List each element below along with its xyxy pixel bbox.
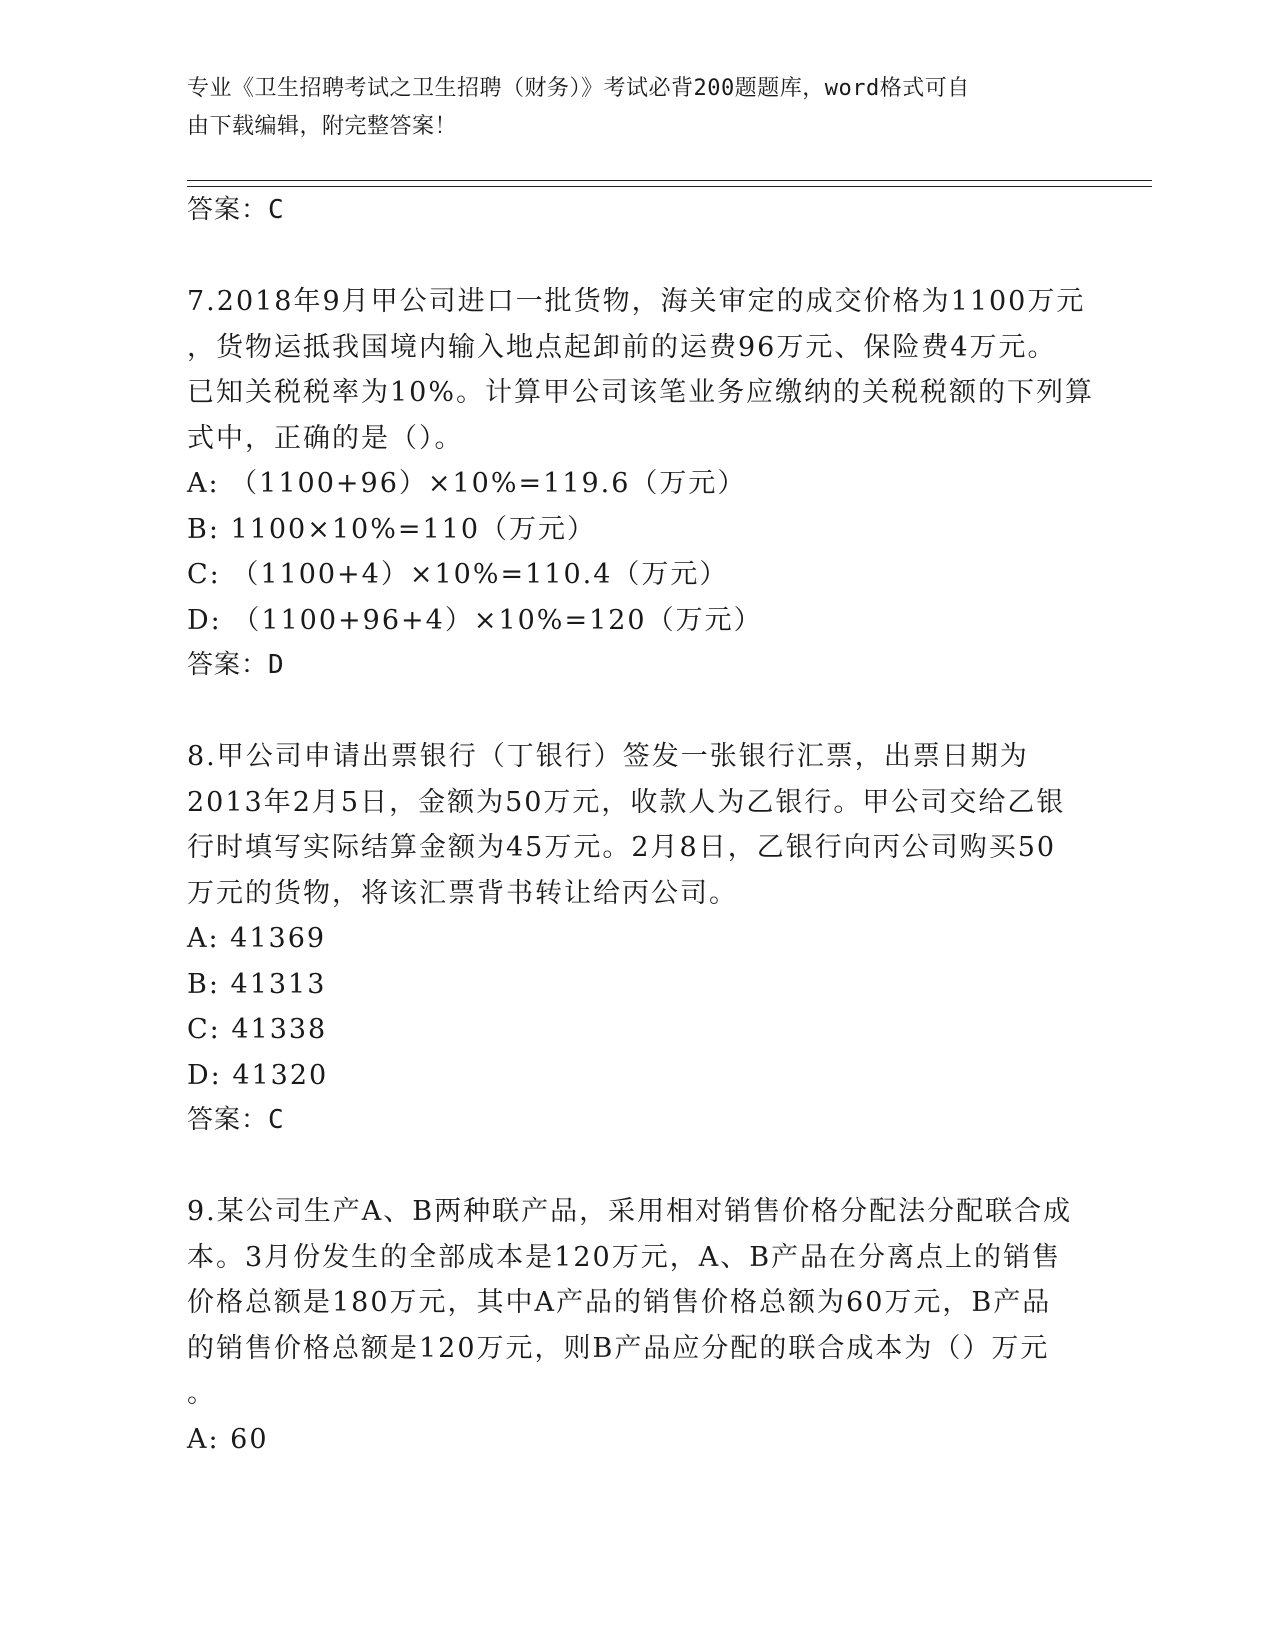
question-9-line: 。 <box>187 1378 216 1409</box>
question-7-line: ，货物运抵我国境内输入地点起卸前的运费96万元、保险费4万元。 <box>187 331 1057 363</box>
question-8-line: 行时填写实际结算金额为45万元。2月8日，乙银行向丙公司购买50 <box>187 832 1057 863</box>
question-9-line: 价格总额是180万元，其中A产品的销售价格总额为60万元，B产品 <box>187 1287 1052 1318</box>
question-9-option-a: A: 60 <box>187 1423 269 1455</box>
question-8-line: 2013年2月5日，金额为50万元，收款人为乙银行。甲公司交给乙银 <box>187 786 1066 818</box>
question-8-answer: 答案：C <box>187 1105 285 1135</box>
question-7-option-c: C: （1100+4）×10%=110.4（万元） <box>187 559 729 590</box>
spacer <box>187 689 1087 735</box>
question-7-option-b: B: 1100×10%=110（万元） <box>187 513 597 545</box>
question-7-answer: 答案：D <box>187 650 285 680</box>
spacer <box>187 1144 1087 1190</box>
document-body <box>187 188 1095 1462</box>
question-7-line: 已知关税税率为10%。计算甲公司该笔业务应缴纳的关税税额的下列算 <box>187 377 1095 408</box>
question-8-line: 万元的货物，将该汇票背书转让给丙公司。 <box>187 877 738 909</box>
question-9-line: 的销售价格总额是120万元，则B产品应分配的联合成本为（）万元 <box>187 1332 1050 1364</box>
question-9 <box>187 1189 1087 1462</box>
question-8 <box>187 734 1087 1144</box>
question-7-option-a: A: （1100+96）×10%=119.6（万元） <box>187 468 747 499</box>
question-8-option-b: B: 41313 <box>187 968 327 1000</box>
question-7-option-d: D: （1100+96+4）×10%=120（万元） <box>187 604 763 636</box>
spacer <box>187 234 1087 280</box>
question-8-option-d: D: 41320 <box>187 1059 329 1091</box>
question-7-line: 式中，正确的是（）。 <box>187 422 464 454</box>
header-line-2: 由下载编辑，附完整答案！ <box>187 114 458 139</box>
question-9-line: 本。3月份发生的全部成本是120万元，A、B产品在分离点上的销售 <box>187 1241 1062 1273</box>
document-header <box>187 70 1067 146</box>
question-7-line: 7.2018年9月甲公司进口一批货物，海关审定的成交价格为1100万元 <box>187 286 1086 317</box>
header-rule-bottom <box>187 186 1152 187</box>
question-9-line: 9.某公司生产A、B两种联产品，采用相对销售价格分配法分配联合成 <box>187 1196 1073 1227</box>
header-line-1: 专业《卫生招聘考试之卫生招聘（财务）》考试必背200题题库，word格式可自 <box>187 76 970 101</box>
question-8-option-a: A: 41369 <box>187 923 327 954</box>
question-8-line: 8.甲公司申请出票银行（丁银行）签发一张银行汇票，出票日期为 <box>187 741 1029 772</box>
previous-answer: 答案：C <box>187 195 285 225</box>
question-7 <box>187 279 1095 689</box>
header-rule-top <box>187 180 1152 181</box>
question-8-option-c: C: 41338 <box>187 1014 328 1045</box>
